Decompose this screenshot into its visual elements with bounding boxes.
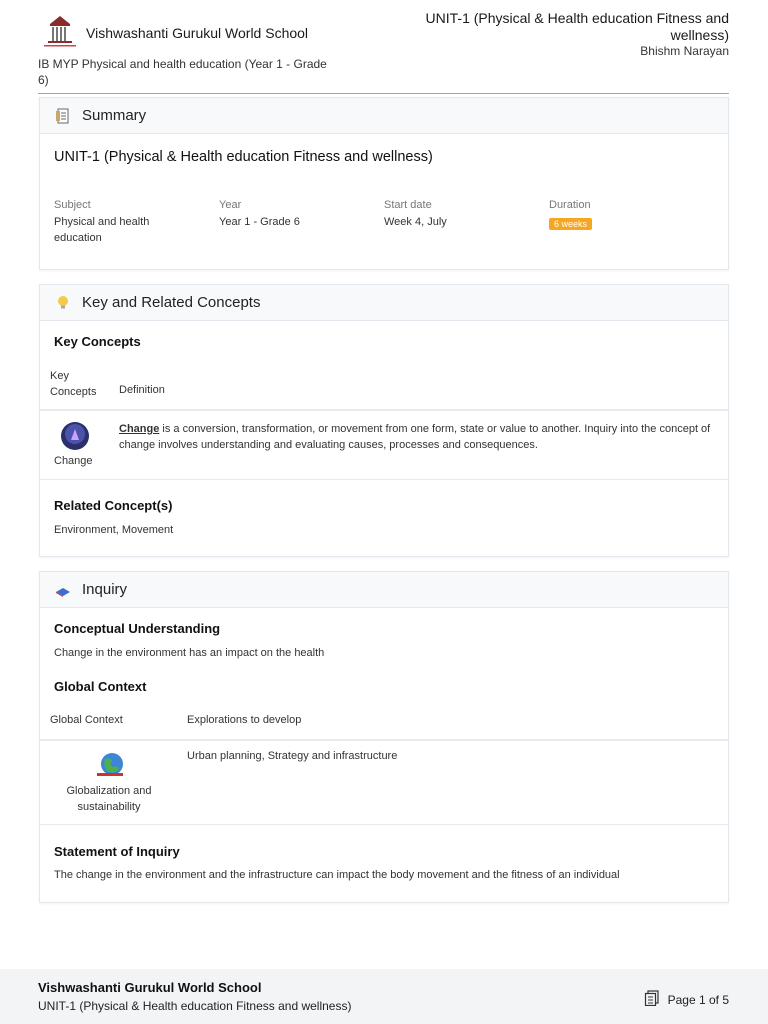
global-context-name: Globalization and sustainability <box>66 785 152 813</box>
pages-icon <box>644 990 668 1009</box>
summary-icon <box>54 107 72 125</box>
summary-card <box>39 97 729 270</box>
inquiry-title: Inquiry <box>82 581 128 598</box>
footer-unit-title: UNIT-1 (Physical & Health education Fitness and wellness) <box>38 999 352 1013</box>
table-divider <box>40 479 728 480</box>
concepts-card <box>39 284 729 557</box>
statement-text: The change in the environment and the infrastructure can impact the body movement and the fitness of an individual <box>54 869 620 881</box>
author-name: Bhishm Narayan <box>640 44 729 58</box>
field-value: Physical and health education <box>54 216 150 244</box>
field-label: Year <box>219 199 242 211</box>
field-label: Subject <box>54 199 91 211</box>
summary-unit-title: UNIT-1 (Physical & Health education Fitness and wellness) <box>54 149 433 165</box>
col-global-context: Global Context <box>50 714 123 726</box>
duration-badge: 6 weeks <box>549 218 592 230</box>
table-divider <box>40 739 728 741</box>
field-value: Week 4, July <box>384 216 447 228</box>
related-concepts-text: Environment, Movement <box>54 524 174 536</box>
concepts-title: Key and Related Concepts <box>82 294 261 311</box>
inquiry-card <box>39 571 729 903</box>
field-subject <box>54 199 194 246</box>
related-concepts-heading: Related Concept(s) <box>54 498 173 513</box>
page-indicator <box>644 990 729 1009</box>
field-start-date <box>384 199 524 230</box>
page-number: Page 1 of 5 <box>667 992 729 1007</box>
inquiry-header <box>40 572 728 608</box>
field-year <box>219 199 359 230</box>
concepts-header <box>40 285 728 321</box>
explorations-text: Urban planning, Strategy and infrastructure <box>187 750 398 762</box>
key-concepts-heading: Key Concepts <box>54 334 141 349</box>
definition-text: is a conversion, transformation, or movement from one form, state or value to another. Inquiry into the concept of change involves understanding and evaluating causes, processes and consequences. <box>119 423 711 451</box>
field-duration <box>549 199 689 232</box>
school-logo-icon <box>40 12 80 50</box>
footer-school-name: Vishwashanti Gurukul World School <box>38 980 262 995</box>
conceptual-understanding-text: Change in the environment has an impact on the health <box>54 647 325 659</box>
page-header <box>38 0 729 94</box>
statement-heading: Statement of Inquiry <box>54 844 180 859</box>
field-label: Start date <box>384 199 432 211</box>
change-concept-label: Change <box>54 455 93 467</box>
global-context-heading: Global Context <box>54 679 147 694</box>
field-label: Duration <box>549 199 591 211</box>
field-value: Year 1 - Grade 6 <box>219 216 300 228</box>
page-footer <box>0 969 768 1024</box>
col-explorations: Explorations to develop <box>187 714 302 726</box>
col-definition: Definition <box>119 384 165 396</box>
book-icon <box>54 581 72 599</box>
table-divider <box>40 824 728 825</box>
unit-title: UNIT-1 (Physical & Health education Fitness and wellness) <box>425 10 729 43</box>
globe-icon <box>95 751 127 784</box>
school-name: Vishwashanti Gurukul World School <box>86 25 309 41</box>
summary-title: Summary <box>82 107 147 124</box>
summary-header <box>40 98 728 134</box>
change-concept-icon <box>60 421 90 456</box>
change-definition <box>119 421 719 453</box>
table-divider <box>40 409 728 411</box>
conceptual-understanding-heading: Conceptual Understanding <box>54 621 221 636</box>
col-key-concepts: Key Concepts <box>50 370 97 398</box>
program-name: IB MYP Physical and health education (Year 1 - Grade 6) <box>38 57 327 87</box>
definition-term: Change <box>119 423 160 435</box>
lightbulb-icon <box>54 294 72 312</box>
